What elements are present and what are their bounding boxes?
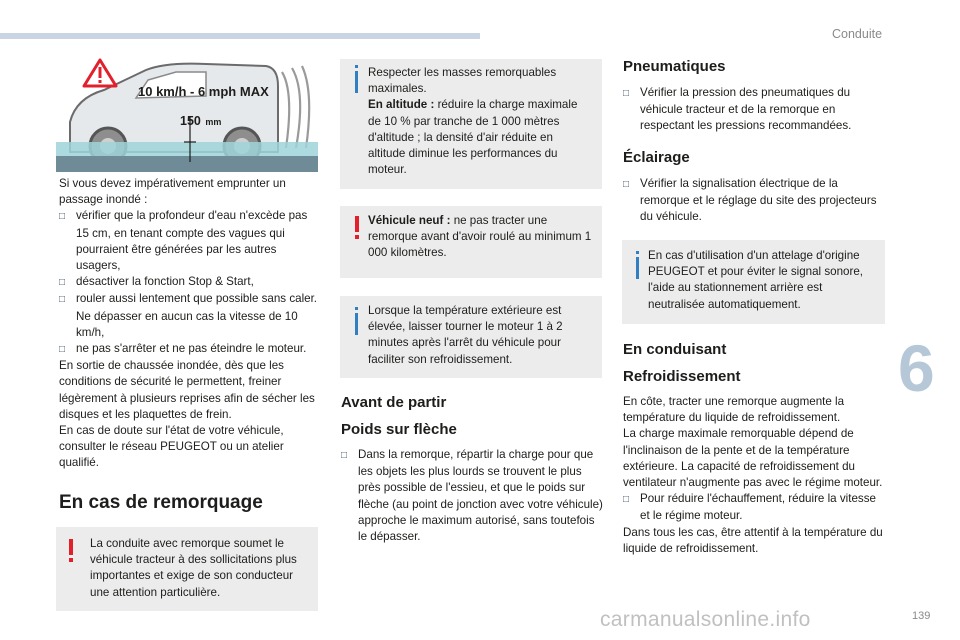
checkbox-bullet-icon: □ bbox=[59, 211, 66, 223]
checkbox-bullet-icon: □ bbox=[59, 277, 66, 289]
list-item: □ désactiver la fonction Stop & Start, bbox=[59, 274, 319, 291]
chapter-number: 6 bbox=[898, 331, 935, 405]
info-altitude-text: réduire la charge maximale de 10 % par tranche de 1 000 mètres d'altitude ; la densité d'air réduite en altitude diminue les performances du moteur. bbox=[368, 98, 578, 177]
checkbox-bullet-icon: □ bbox=[623, 179, 630, 190]
list-item: □ Pour réduire l'échauffement, réduire la vitesse et le régime moteur. bbox=[623, 492, 876, 523]
depth-value: 150 bbox=[180, 114, 201, 128]
doubt-paragraph: En cas de doute sur l'état de votre véhicule, consulter le réseau PEUGEOT ou un atelier qualifié. bbox=[59, 424, 284, 470]
checkbox-bullet-icon: □ bbox=[59, 294, 66, 306]
info-box-attelage bbox=[622, 240, 885, 324]
flood-intro: Si vous devez impérativement emprunter un passage inondé : bbox=[59, 177, 286, 207]
checkbox-bullet-icon: □ bbox=[623, 88, 630, 99]
watermark: carmanualsonline.info bbox=[600, 608, 811, 631]
header-bar bbox=[0, 33, 480, 39]
checkbox-bullet-icon: □ bbox=[341, 450, 348, 461]
info-masses-text: Respecter les masses remorquables maximales. bbox=[368, 66, 557, 96]
heading-avant-de-partir: Avant de partir bbox=[341, 394, 447, 411]
info-box-masses bbox=[340, 59, 602, 189]
list-item: □ vérifier que la profondeur d'eau n'excède pas 15 cm, en tenant compte des vagues qui pourraient être générées par les autres usagers, bbox=[59, 209, 308, 273]
info-box-temperature bbox=[340, 296, 602, 378]
list-item: □ Vérifier la pression des pneumatiques du véhicule tracteur et de la remorque en respectant les pressions recommandées. bbox=[623, 86, 852, 133]
charge-paragraph: La charge maximale remorquable dépend de l'inclinaison de la pente et de la température extérieure. La capacité de refroidissement du ventilateur n'augmente pas avec le régime moteur. bbox=[623, 427, 883, 490]
attention-paragraph: Dans tous les cas, être attentif à la température du liquide de refroidissement. bbox=[623, 525, 883, 555]
warning-icon bbox=[355, 216, 359, 232]
info-altitude-label: En altitude : bbox=[368, 98, 435, 112]
depth-unit: mm bbox=[205, 117, 222, 127]
heading-pneumatiques: Pneumatiques bbox=[623, 58, 726, 75]
warning-text: La conduite avec remorque soumet le véhicule tracteur à des sollicitations plus importantes et exige de son conducteur une attention particulière. bbox=[90, 537, 297, 599]
warning-box-neuf bbox=[340, 206, 602, 278]
info-attelage-text: En cas d'utilisation d'un attelage d'origine PEUGEOT et pour éviter le signal sonore, l'aide au stationnement arrière est neutralisée automatiquement. bbox=[648, 249, 864, 311]
heading-refroidissement: Refroidissement bbox=[623, 368, 741, 385]
checkbox-bullet-icon: □ bbox=[623, 494, 630, 506]
list-item: □ rouler aussi lentement que possible sans caler. Ne dépasser en aucun cas la vitesse de 10 km/h, bbox=[59, 292, 318, 339]
depth-label bbox=[180, 112, 221, 130]
list-item: □ ne pas s'arrêter et ne pas éteindre le moteur. bbox=[59, 341, 319, 358]
info-icon bbox=[636, 251, 639, 254]
flood-exit-paragraph: En sortie de chaussée inondée, dès que les conditions de sécurité le permettent, freiner légèrement à plusieurs reprises afin de sécher les disques et les plaquettes de frein. bbox=[59, 359, 315, 421]
warning-box-remorque bbox=[56, 527, 318, 611]
page-number: 139 bbox=[912, 610, 931, 622]
list-item: □ Vérifier la signalisation électrique de la remorque et le réglage du site des projecteurs du véhicule. bbox=[623, 177, 877, 224]
speed-label: 10 km/h - 6 mph MAX bbox=[138, 84, 269, 99]
warning-neuf-label: Véhicule neuf : bbox=[368, 214, 451, 227]
info-icon bbox=[355, 307, 358, 310]
left-column bbox=[59, 176, 319, 472]
list-item: □ Dans la remorque, répartir la charge pour que les objets les plus lourds se trouvent le plus près possible de l'essieu, et que le poids sur flèche (au point de jonction avec votre véhicule) approche le maximum autorisé, sans toutefois le dépasser. bbox=[341, 448, 603, 544]
heading-en-conduisant: En conduisant bbox=[623, 341, 727, 358]
middle-bullet bbox=[341, 447, 603, 545]
water bbox=[56, 142, 318, 156]
right-text bbox=[623, 394, 885, 557]
cote-paragraph: En côte, tracter une remorque augmente la température du liquide de refroidissement. bbox=[623, 395, 845, 425]
warning-neuf-text: ne pas tracter une remorque avant d'avoir roulé au minimum 1 000 kilomètres. bbox=[368, 214, 592, 260]
warning-icon bbox=[69, 539, 73, 555]
info-icon bbox=[355, 65, 358, 68]
heading-poids-sur-fleche: Poids sur flèche bbox=[341, 421, 457, 438]
heading-eclairage: Éclairage bbox=[623, 149, 690, 166]
checkbox-bullet-icon: □ bbox=[59, 344, 66, 356]
info-temperature-text: Lorsque la température extérieure est élevée, laisser tourner le moteur 1 à 2 minutes après l'arrêt du véhicule pour faciliter son refroidissement. bbox=[368, 304, 563, 366]
section-title: Conduite bbox=[832, 27, 883, 41]
road bbox=[56, 156, 318, 172]
heading-remorquage: En cas de remorquage bbox=[59, 492, 263, 513]
